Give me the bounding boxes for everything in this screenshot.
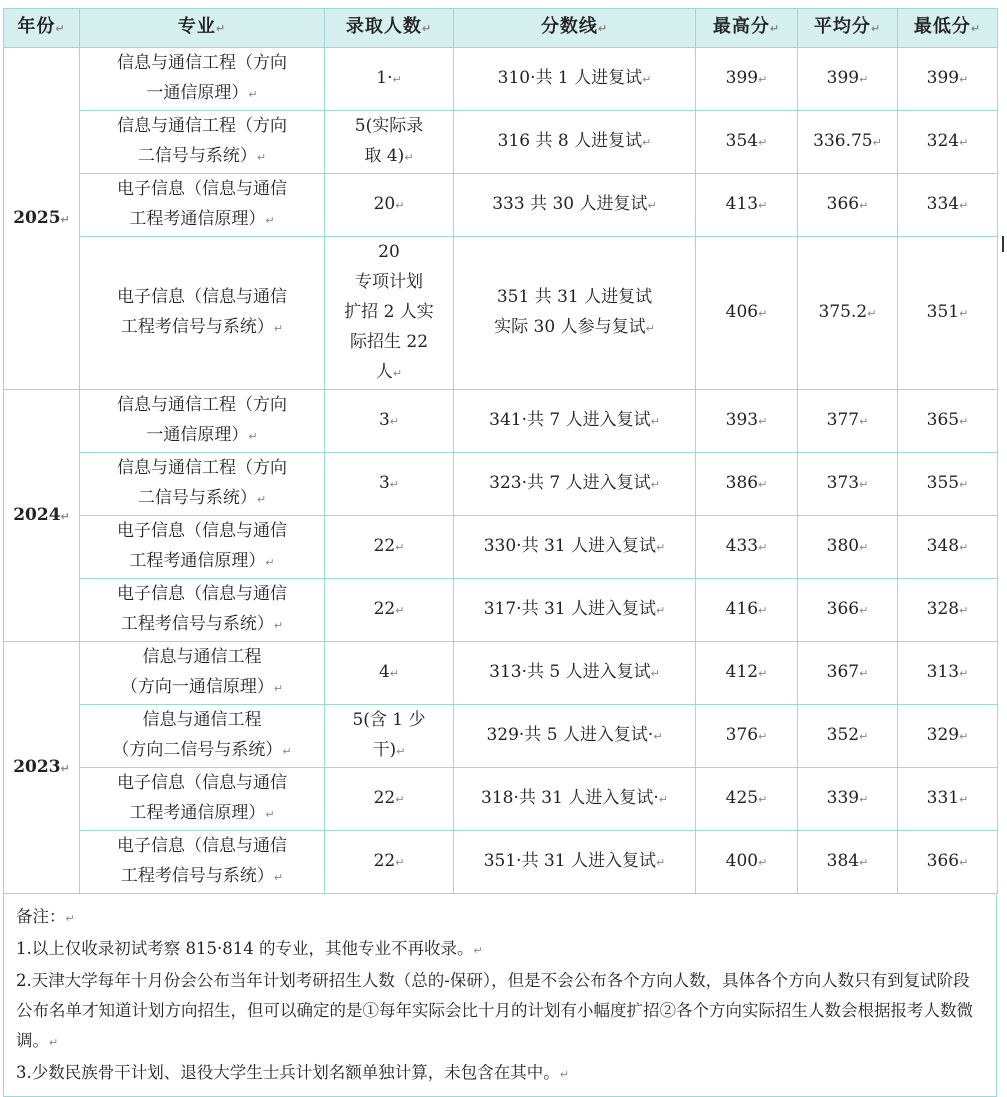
cutoff-cell bbox=[454, 516, 696, 579]
notes-title: 备注：↵ bbox=[16, 907, 75, 926]
cell-line: 电子信息（信息与通信 bbox=[117, 179, 287, 199]
major-cell bbox=[80, 48, 325, 111]
min-score-cell: 329↵ bbox=[898, 705, 998, 768]
cell-line: 人↵ bbox=[375, 362, 403, 382]
avg-score-cell: 366↵ bbox=[798, 579, 898, 642]
cell-line: 310·共 1 人进复试↵ bbox=[497, 68, 652, 88]
min-score-cell: 324↵ bbox=[898, 111, 998, 174]
cell-line: 20↵ bbox=[373, 194, 405, 214]
header-avg: 平均分↵ bbox=[798, 9, 898, 48]
avg-score-cell: 375.2↵ bbox=[798, 237, 898, 390]
count-cell bbox=[325, 516, 454, 579]
cell-line: 扩招 2 人实 bbox=[344, 302, 434, 322]
cutoff-cell bbox=[454, 705, 696, 768]
min-score-cell: 328↵ bbox=[898, 579, 998, 642]
cell-line: 22↵ bbox=[373, 788, 405, 808]
cell-line: 电子信息（信息与通信 bbox=[117, 521, 287, 541]
count-cell bbox=[325, 831, 454, 894]
note-item: 1.以上仅收录初试考察 815·814 的专业，其他专业不再收录。↵ bbox=[16, 939, 483, 958]
cell-line: 351 共 31 人进复试 bbox=[496, 287, 653, 307]
cell-line: 一通信原理）↵ bbox=[146, 425, 258, 445]
cell-line: 工程考通信原理）↵ bbox=[129, 551, 275, 571]
min-score-cell: 348↵ bbox=[898, 516, 998, 579]
table-row bbox=[4, 237, 998, 390]
table-body bbox=[4, 48, 998, 894]
cell-line: 专项计划 bbox=[355, 272, 423, 292]
table-row bbox=[4, 768, 998, 831]
major-cell bbox=[80, 768, 325, 831]
count-cell bbox=[325, 642, 454, 705]
header-max: 最高分↵ bbox=[696, 9, 798, 48]
min-score-cell: 313↵ bbox=[898, 642, 998, 705]
avg-score-cell: 399↵ bbox=[798, 48, 898, 111]
avg-score-cell: 352↵ bbox=[798, 705, 898, 768]
cutoff-cell bbox=[454, 768, 696, 831]
major-cell bbox=[80, 579, 325, 642]
avg-score-cell: 367↵ bbox=[798, 642, 898, 705]
max-score-cell: 399↵ bbox=[696, 48, 798, 111]
avg-score-cell: 373↵ bbox=[798, 453, 898, 516]
count-cell bbox=[325, 768, 454, 831]
major-cell bbox=[80, 237, 325, 390]
max-score-cell: 386↵ bbox=[696, 453, 798, 516]
cell-line: 信息与通信工程（方向 bbox=[117, 116, 287, 136]
text-cursor bbox=[1002, 236, 1004, 252]
cell-line: 电子信息（信息与通信 bbox=[117, 836, 287, 856]
max-score-cell: 412↵ bbox=[696, 642, 798, 705]
cell-line: 信息与通信工程 bbox=[142, 710, 262, 730]
cell-line: 信息与通信工程 bbox=[142, 647, 262, 667]
major-cell bbox=[80, 642, 325, 705]
table-row bbox=[4, 831, 998, 894]
cell-line: （方向一通信原理）↵ bbox=[120, 677, 284, 697]
cell-line: 电子信息（信息与通信 bbox=[117, 584, 287, 604]
cell-line: 5(含 1 少 bbox=[352, 710, 426, 730]
year-cell: 2025↵ bbox=[4, 48, 80, 390]
cell-line: 22↵ bbox=[373, 851, 405, 871]
min-score-cell: 399↵ bbox=[898, 48, 998, 111]
cell-line: 信息与通信工程（方向 bbox=[117, 53, 287, 73]
header-min: 最低分↵ bbox=[898, 9, 998, 48]
header-year: 年份↵ bbox=[4, 9, 80, 48]
cutoff-cell bbox=[454, 111, 696, 174]
cutoff-cell bbox=[454, 831, 696, 894]
table-row bbox=[4, 516, 998, 579]
major-cell bbox=[80, 453, 325, 516]
cell-line: 316 共 8 人进复试↵ bbox=[497, 131, 652, 151]
cell-line: 二信号与系统）↵ bbox=[137, 146, 267, 166]
count-cell bbox=[325, 174, 454, 237]
count-cell bbox=[325, 48, 454, 111]
major-cell bbox=[80, 516, 325, 579]
major-cell bbox=[80, 111, 325, 174]
year-cell: 2023↵ bbox=[4, 642, 80, 894]
max-score-cell: 354↵ bbox=[696, 111, 798, 174]
cell-line: 330·共 31 人进入复试↵ bbox=[483, 536, 666, 556]
cutoff-cell bbox=[454, 48, 696, 111]
cell-line: 电子信息（信息与通信 bbox=[117, 773, 287, 793]
cell-line: 实际 30 人参与复试↵ bbox=[494, 317, 655, 337]
cell-line: 4↵ bbox=[378, 662, 400, 682]
table-header-row bbox=[4, 9, 998, 48]
cell-line: 工程考信号与系统）↵ bbox=[120, 614, 284, 634]
max-score-cell: 425↵ bbox=[696, 768, 798, 831]
cutoff-cell bbox=[454, 174, 696, 237]
cell-line: 信息与通信工程（方向 bbox=[117, 395, 287, 415]
avg-score-cell: 336.75↵ bbox=[798, 111, 898, 174]
count-cell bbox=[325, 237, 454, 390]
cell-line: 318·共 31 人进入复试·↵ bbox=[481, 788, 668, 808]
min-score-cell: 334↵ bbox=[898, 174, 998, 237]
cutoff-cell bbox=[454, 642, 696, 705]
max-score-cell: 376↵ bbox=[696, 705, 798, 768]
avg-score-cell: 380↵ bbox=[798, 516, 898, 579]
cell-line: 际招生 22 bbox=[349, 332, 429, 352]
major-cell bbox=[80, 390, 325, 453]
avg-score-cell: 366↵ bbox=[798, 174, 898, 237]
cell-line: 5(实际录 bbox=[354, 116, 424, 136]
cell-line: 干)↵ bbox=[372, 740, 406, 760]
cell-line: 电子信息（信息与通信 bbox=[117, 287, 287, 307]
cutoff-cell bbox=[454, 237, 696, 390]
min-score-cell: 365↵ bbox=[898, 390, 998, 453]
min-score-cell: 366↵ bbox=[898, 831, 998, 894]
table-row bbox=[4, 642, 998, 705]
count-cell bbox=[325, 579, 454, 642]
year-cell: 2024↵ bbox=[4, 390, 80, 642]
table-row bbox=[4, 111, 998, 174]
table-row bbox=[4, 390, 998, 453]
cell-line: 329·共 5 人进入复试·↵ bbox=[486, 725, 663, 745]
table-row bbox=[4, 174, 998, 237]
cell-line: 工程考信号与系统）↵ bbox=[120, 866, 284, 886]
cell-line: 工程考通信原理）↵ bbox=[129, 803, 275, 823]
avg-score-cell: 339↵ bbox=[798, 768, 898, 831]
cell-line: 一通信原理）↵ bbox=[146, 83, 258, 103]
cell-line: 3↵ bbox=[378, 410, 400, 430]
count-cell bbox=[325, 453, 454, 516]
table-row bbox=[4, 579, 998, 642]
document bbox=[3, 8, 997, 1097]
cell-line: 317·共 31 人进入复试↵ bbox=[483, 599, 666, 619]
table-row bbox=[4, 453, 998, 516]
avg-score-cell: 384↵ bbox=[798, 831, 898, 894]
max-score-cell: 400↵ bbox=[696, 831, 798, 894]
min-score-cell: 355↵ bbox=[898, 453, 998, 516]
note-item: 3.少数民族骨干计划、退役大学生士兵计划名额单独计算，未包含在其中。↵ bbox=[16, 1063, 569, 1082]
count-cell bbox=[325, 390, 454, 453]
cell-line: 313·共 5 人进入复试↵ bbox=[489, 662, 660, 682]
notes-section bbox=[3, 894, 997, 1097]
cell-line: （方向二信号与系统）↵ bbox=[112, 740, 292, 760]
admission-table bbox=[3, 8, 998, 894]
cutoff-cell bbox=[454, 579, 696, 642]
cutoff-cell bbox=[454, 390, 696, 453]
header-cutoff: 分数线↵ bbox=[454, 9, 696, 48]
max-score-cell: 416↵ bbox=[696, 579, 798, 642]
min-score-cell: 331↵ bbox=[898, 768, 998, 831]
major-cell bbox=[80, 705, 325, 768]
cell-line: 351·共 31 人进入复试↵ bbox=[483, 851, 666, 871]
cell-line: 20 bbox=[378, 242, 400, 262]
count-cell bbox=[325, 705, 454, 768]
max-score-cell: 393↵ bbox=[696, 390, 798, 453]
table-row bbox=[4, 48, 998, 111]
max-score-cell: 406↵ bbox=[696, 237, 798, 390]
header-major: 专业↵ bbox=[80, 9, 325, 48]
cell-line: 信息与通信工程（方向 bbox=[117, 458, 287, 478]
cell-line: 二信号与系统）↵ bbox=[137, 488, 267, 508]
cutoff-cell bbox=[454, 453, 696, 516]
cell-line: 22↵ bbox=[373, 599, 405, 619]
cell-line: 323·共 7 人进入复试↵ bbox=[489, 473, 660, 493]
table-row bbox=[4, 705, 998, 768]
major-cell bbox=[80, 174, 325, 237]
avg-score-cell: 377↵ bbox=[798, 390, 898, 453]
cell-line: 工程考信号与系统）↵ bbox=[120, 317, 284, 337]
header-count: 录取人数↵ bbox=[325, 9, 454, 48]
max-score-cell: 413↵ bbox=[696, 174, 798, 237]
cell-line: 333 共 30 人进复试↵ bbox=[492, 194, 657, 214]
note-item: 2.天津大学每年十月份会公布当年计划考研招生人数（总的-保研），但是不会公布各个方向人数，具体各个方向人数只有到复试阶段公布名单才知道计划方向招生，但可以确定的是①每年实际会比十月的计划有小幅度扩招②各个方向实际招生人数会根据报考人数微调。↵ bbox=[16, 971, 973, 1050]
major-cell bbox=[80, 831, 325, 894]
cell-line: 341·共 7 人进入复试↵ bbox=[489, 410, 660, 430]
cell-line: 工程考通信原理）↵ bbox=[129, 209, 275, 229]
cell-line: 3↵ bbox=[378, 473, 400, 493]
cell-line: 取 4)↵ bbox=[364, 146, 414, 166]
count-cell bbox=[325, 111, 454, 174]
cell-line: 1·↵ bbox=[376, 68, 402, 88]
cell-line: 22↵ bbox=[373, 536, 405, 556]
min-score-cell: 351↵ bbox=[898, 237, 998, 390]
max-score-cell: 433↵ bbox=[696, 516, 798, 579]
